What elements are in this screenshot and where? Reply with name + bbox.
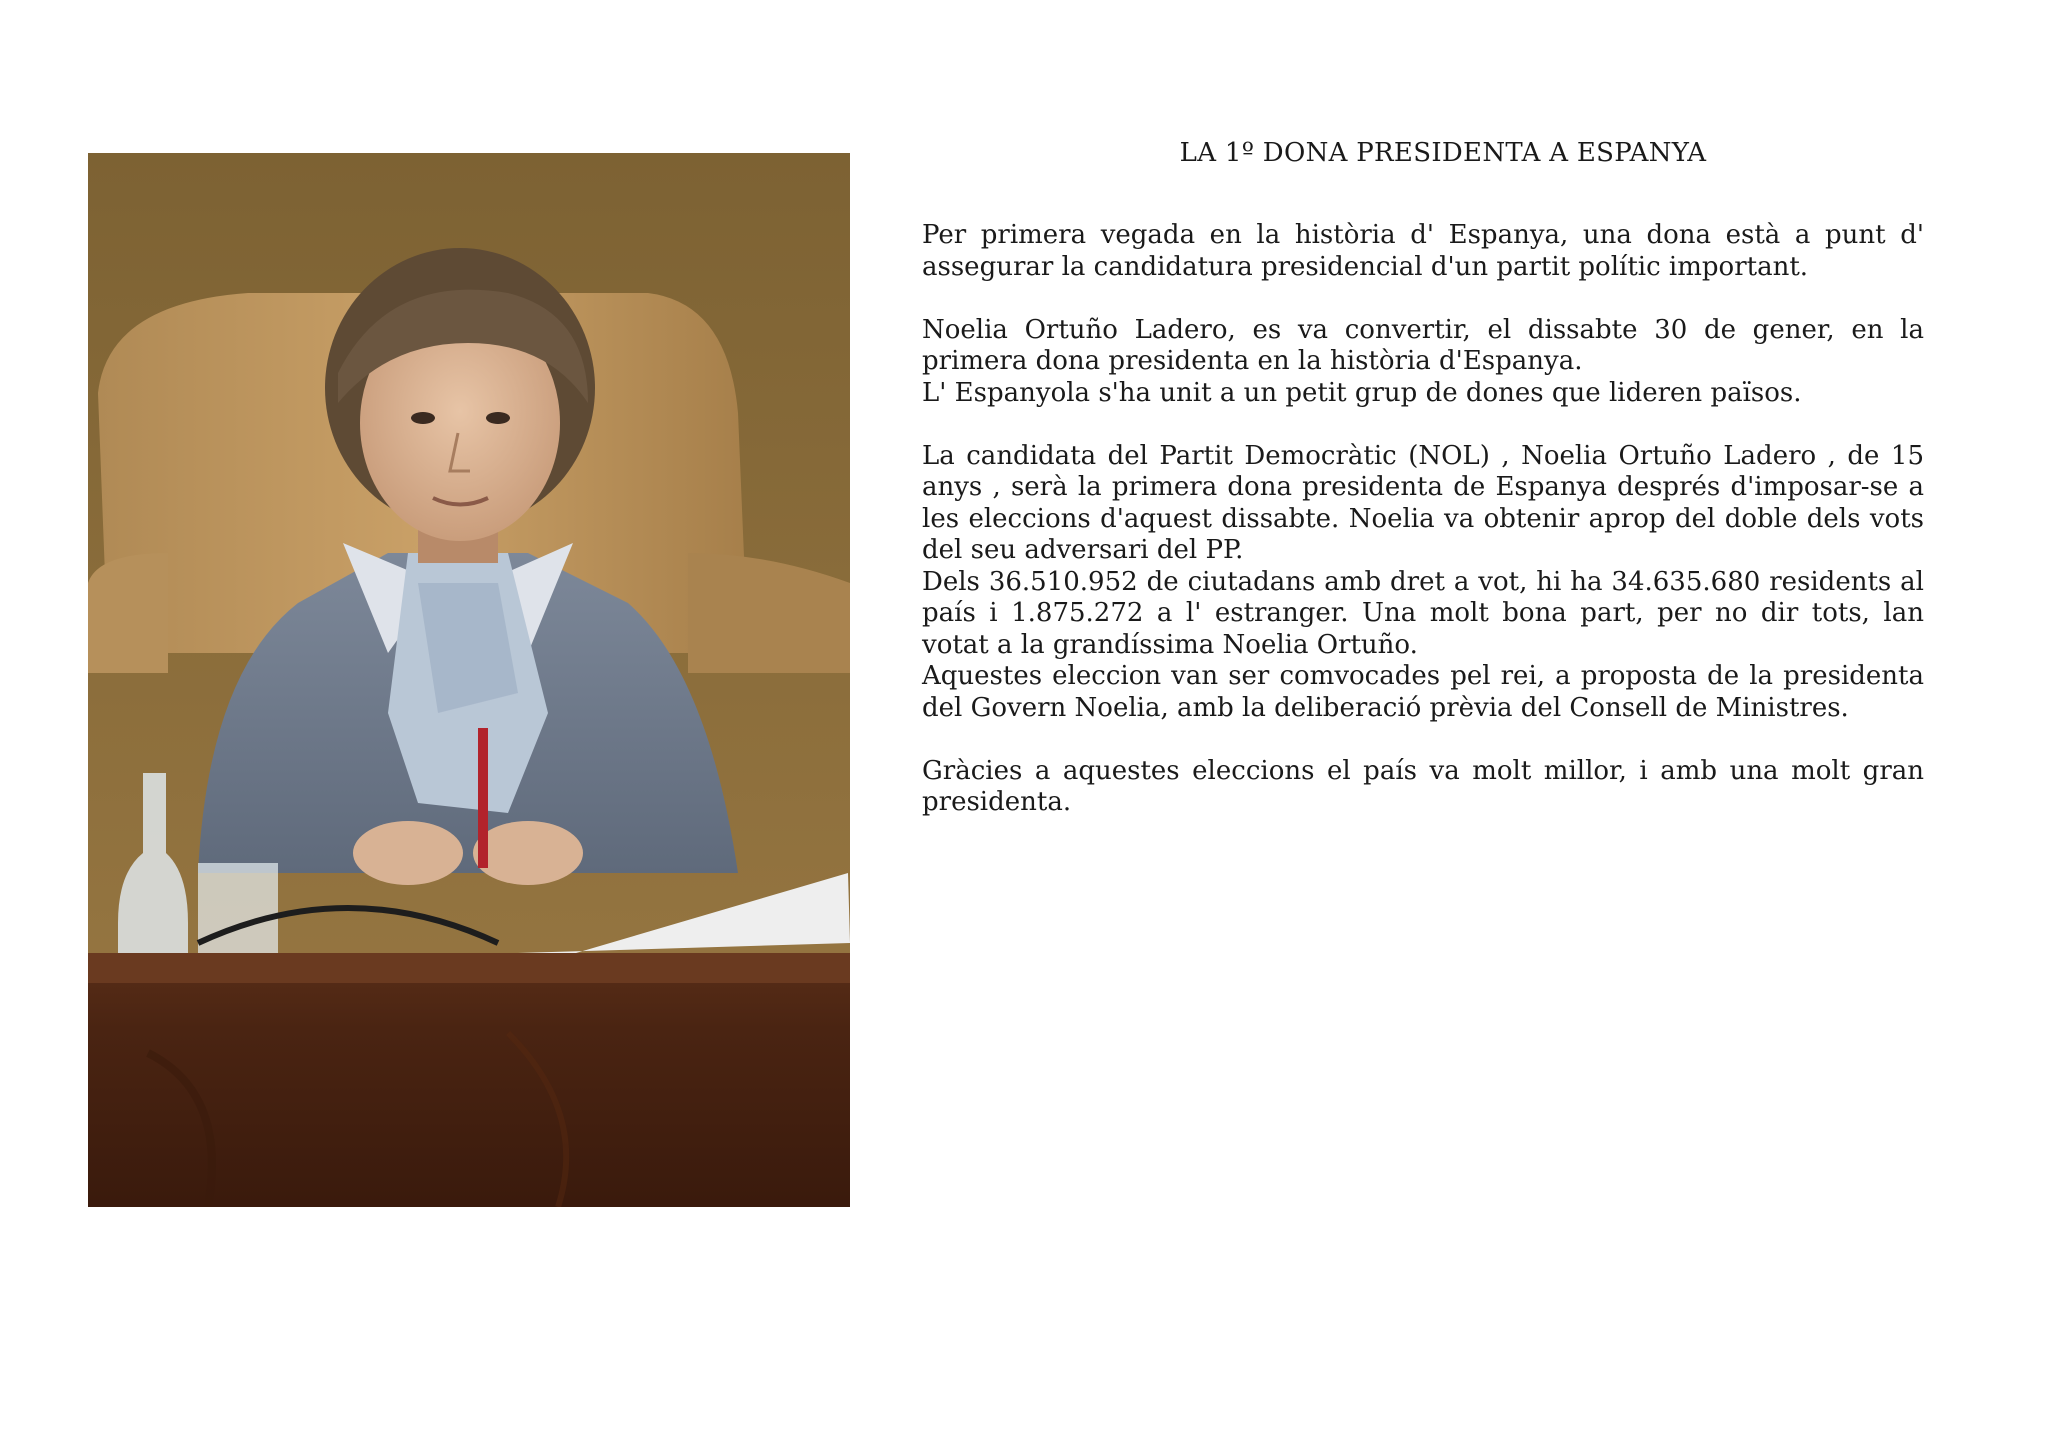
- paragraph-line: Noelia Ortuño Ladero, es va convertir, el dissabte 30 de gener, en la primera dona presidenta en la història d'Espanya.: [922, 314, 1924, 376]
- paragraph-line: Gràcies a aquestes eleccions el país va molt millor, i amb una molt gran presidenta.: [922, 755, 1924, 817]
- article: [922, 130, 1924, 850]
- paragraph-line: Per primera vegada en la història d' Espanya, una dona està a punt d' assegurar la candidatura presidencial d'un partit polític important.: [922, 220, 1924, 282]
- paragraph: [922, 441, 1924, 725]
- paragraph-line: Aquestes eleccion van ser comvocades pel rei, a proposta de la presidenta del Govern Noelia, amb la deliberació prèvia del Consell de Ministres.: [922, 661, 1924, 723]
- paragraph-line: L' Espanyola s'ha unit a un petit grup de dones que lideren països.: [922, 377, 1802, 408]
- paragraph: [922, 315, 1924, 410]
- article-title: LA 1º DONA PRESIDENTA A ESPANYA: [1179, 138, 1707, 168]
- paragraph: [922, 756, 1924, 819]
- portrait-photo: [88, 153, 850, 1207]
- paragraph-line: La candidata del Partit Democràtic (NOL) , Noelia Ortuño Ladero , de 15 anys , serà la primera dona presidenta de Espanya després d'imposar-se a les eleccions d'aquest dissabte. Noelia va obtenir aprop del doble dels vots del seu adversari del PP.: [922, 440, 1924, 565]
- article-photo: [88, 153, 850, 1207]
- paragraph: [922, 220, 1924, 283]
- paragraph-line: Dels 36.510.952 de ciutadans amb dret a vot, hi ha 34.635.680 residents al país i 1.875.272 a l' estranger. Una molt bona part, per no dir tots, lan votat a la grandíssima Noelia Ortuño.: [922, 566, 1924, 660]
- article-body: [922, 220, 1924, 819]
